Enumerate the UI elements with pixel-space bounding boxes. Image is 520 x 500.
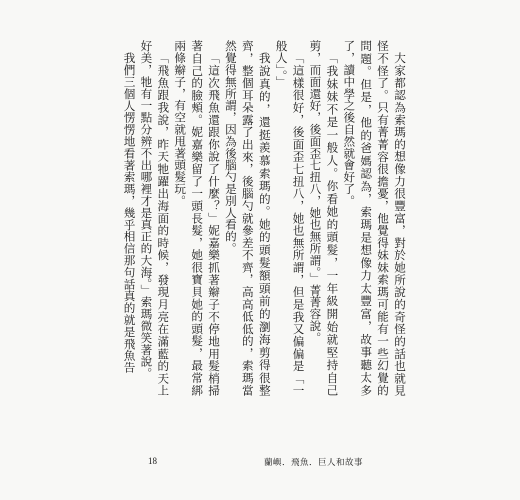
paragraph: 「飛魚跟我說，昨天牠躍出海面的時候，發現月亮在滿藍的天上好美，牠有一點分辨不出哪裡才是真正的大海。」索瑪微笑著說。 (139, 40, 171, 396)
running-title: 蘭嶼．飛魚．巨人和故事 (264, 458, 364, 468)
vertical-text-body (122, 40, 408, 396)
paragraph: 我說真的，還挺羨慕索瑪的。她的頭髮額頭前的瀏海剪得很整齊，整個耳朵露了出來，後腦勺就參差不齊，高高低低的，索瑪當然覺得無所謂，因為後腦勺是別人看的。 (223, 40, 272, 396)
paragraph: 我們三個人愣愣地看著索瑪，幾乎相信那句話真的就是飛魚告 (122, 51, 137, 373)
page-number: 18 (148, 456, 157, 466)
page-footer (0, 456, 520, 474)
paragraph: 「這次飛魚還跟你說了什麼？」妮嘉樂抓著辮子不停地用髮梢掃著自己的臉頰。妮嘉樂留了一頭長髮，她很寶貝她的頭髮，最常綁兩條辮子，有空就甩著頭髮玩。 (173, 40, 222, 396)
paragraph: 「這樣很好，後面歪七扭八，她也無所謂，但是我又偏偏是「一般人」。」 (274, 40, 306, 396)
paragraph: 大家都認為索瑪的想像力很豐富，對於她所說的奇怪的話也就見怪不怪了。只有菁菁容很擔憂，他覺得妹妹索瑪可能有一些幻覺的問題。但是，他的爸媽認為，索瑪是想像力太豐富，故事聽太多了，讀中學之後自然就會好了。 (342, 40, 407, 396)
paragraph: 「我妹妹不是一般人。你看她的頭髮，一年級開始就堅持自己剪，而面還好，後面歪七扭八，她也無所謂。」菁菁容說。 (308, 40, 340, 396)
